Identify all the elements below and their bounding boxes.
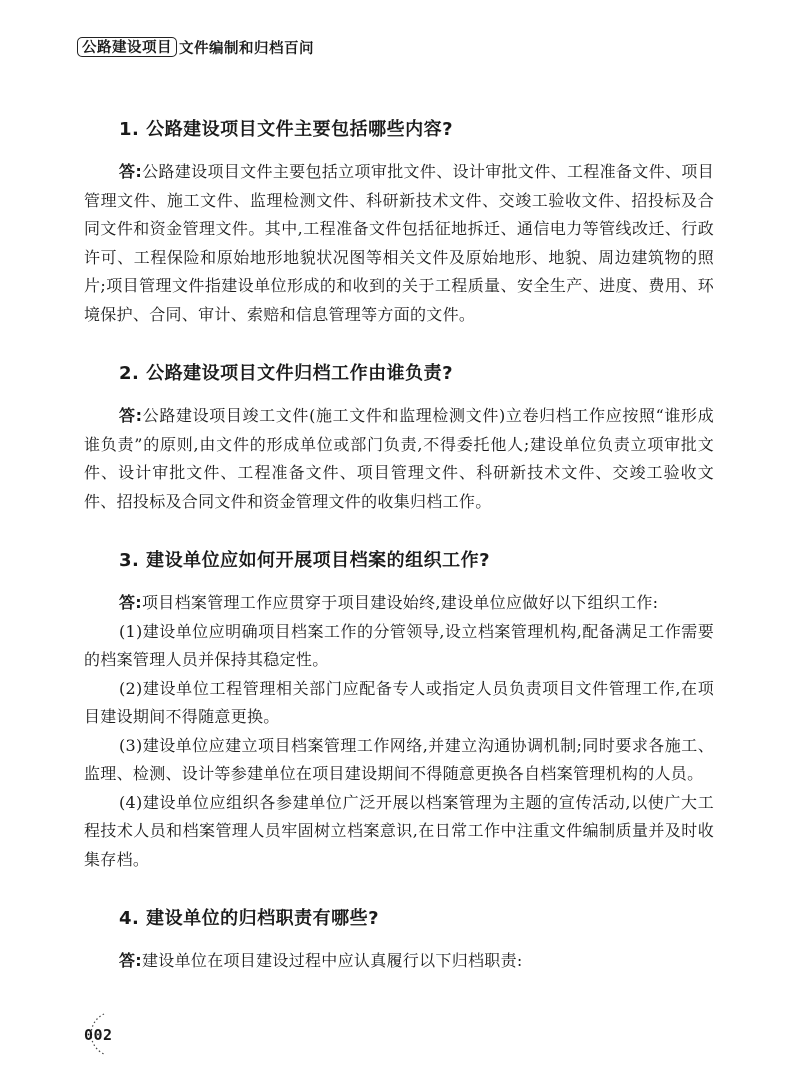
page-number: 002 [84, 1026, 113, 1044]
list-item: (1)建设单位应明确项目档案工作的分管领导,设立档案管理机构,配备满足工作需要的档案管理人员并保持其稳定性。 [84, 621, 714, 669]
answer-label: 答: [119, 406, 143, 425]
answer-label: 答: [119, 593, 142, 612]
question-heading: 1. 公路建设项目文件主要包括哪些内容? [119, 119, 454, 140]
answer-paragraph [84, 158, 714, 329]
answer-text: 公路建设项目竣工文件(施工文件和监理检测文件)立卷归档工作应按照“谁形成谁负责”的原则,由文件的形成单位或部门负责,不得委托他人;建设单位负责立项审批文件、设计审批文件、工程准备文件、项目管理文件、科研新技术文件、交竣工验收文件、招投标及合同文件和资金管理文件的收集归档工作。 [84, 406, 715, 511]
series-tag: 公路建设项目 [77, 37, 177, 57]
answer-paragraph [84, 402, 714, 516]
answer-paragraph [84, 589, 714, 618]
page-content [84, 116, 714, 976]
list-item: (2)建设单位工程管理相关部门应配备专人或指定人员负责项目文件管理工作,在项目建设期间不得随意更换。 [84, 678, 714, 726]
list-item: (4)建设单位应组织各参建单位广泛开展以档案管理为主题的宣传活动,以使广大工程技术人员和档案管理人员牢固树立档案意识,在日常工作中注重文件编制质量并及时收集存档。 [84, 792, 714, 869]
book-title: 文件编制和归档百问 [179, 40, 314, 57]
running-header [77, 36, 314, 58]
question-heading: 4. 建设单位的归档职责有哪些? [119, 908, 380, 929]
answer-label: 答: [119, 951, 142, 970]
answer-paragraph [84, 947, 714, 976]
answer-text: 建设单位在项目建设过程中应认真履行以下归档职责: [142, 951, 523, 970]
answer-text: 公路建设项目文件主要包括立项审批文件、设计审批文件、工程准备文件、项目管理文件、施工文件、监理检测文件、科研新技术文件、交竣工验收文件、招投标及合同文件和资金管理文件。其中,工程准备文件包括征地拆迁、通信电力等管线改迁、行政许可、工程保险和原始地形地貌状况图等相关文件及原始地形、地貌、周边建筑物的照片;项目管理文件指建设单位形成的和收到的关于工程质量、安全生产、进度、费用、环境保护、合同、审计、索赔和信息管理等方面的文件。 [84, 162, 714, 324]
answer-label: 答: [119, 162, 143, 181]
answer-text: 项目档案管理工作应贯穿于项目建设始终,建设单位应做好以下组织工作: [142, 593, 659, 612]
section-3 [84, 547, 714, 874]
section-2 [84, 360, 714, 516]
list-item: (3)建设单位应建立项目档案管理工作网络,并建立沟通协调机制;同时要求各施工、监理、检测、设计等参建单位在项目建设期间不得随意更换各自档案管理机构的人员。 [84, 735, 714, 783]
section-1 [84, 116, 714, 329]
section-4 [84, 905, 714, 976]
question-heading: 3. 建设单位应如何开展项目档案的组织工作? [119, 550, 491, 571]
question-heading: 2. 公路建设项目文件归档工作由谁负责? [119, 363, 454, 384]
